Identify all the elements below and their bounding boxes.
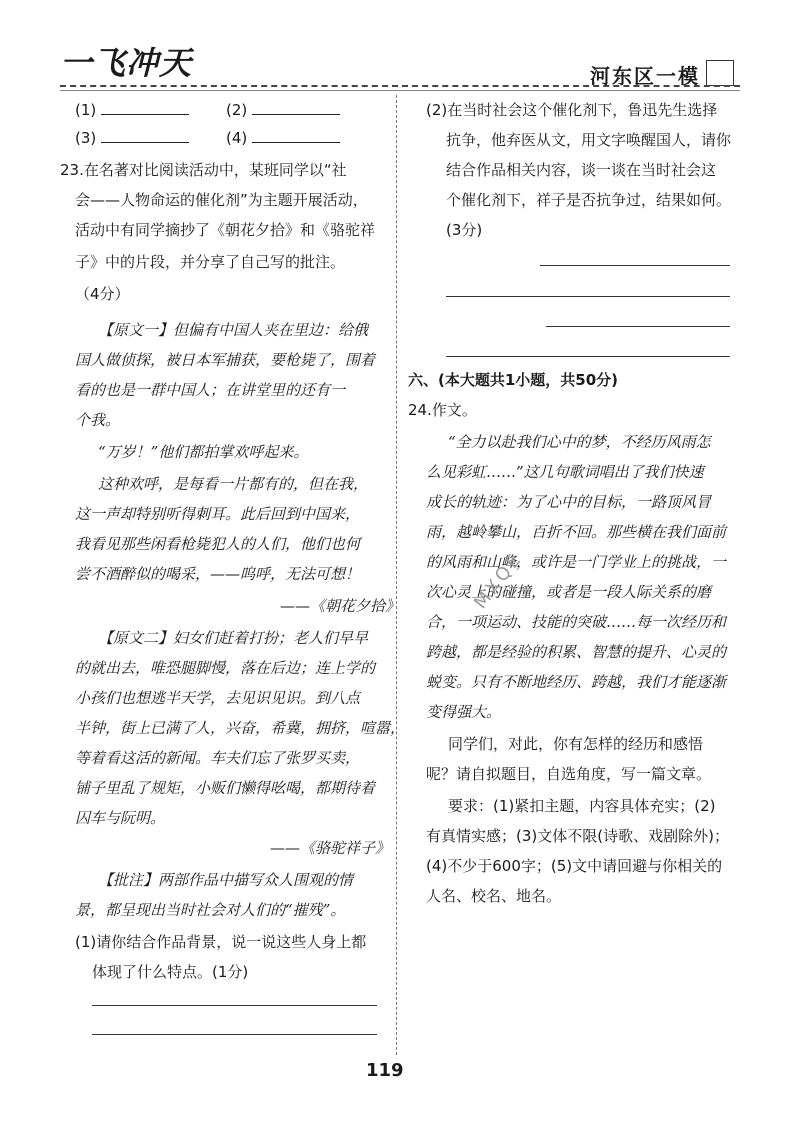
page-number: 119: [366, 1060, 404, 1081]
answer-line: [546, 326, 730, 327]
original-text-1-line: 看的也是一群中国人；在讲堂里的还有一: [75, 381, 346, 399]
answer-line: [540, 265, 730, 266]
original-text-1-line: 我看见那些闲看枪毙犯人的人们，他们也何: [75, 535, 361, 553]
column-divider: [396, 95, 397, 1055]
original-text-1-line: 尝不酒醉似的喝采，——呜呼，无法可想！: [75, 565, 361, 583]
source-chaohuaxishi: ——《朝花夕拾》: [280, 597, 401, 615]
watermark-stamp: MXQE: [470, 548, 527, 613]
question-23-line: 子》中的片段，并分享了自己写的批注。: [75, 253, 346, 271]
answer-blank-1: (1): [75, 98, 189, 122]
essay-requirement-line: (4)不少于600字；(5)文中请回避与你相关的: [426, 857, 723, 875]
answer-line: [446, 296, 730, 297]
corner-mark: [706, 60, 734, 86]
essay-task-line: 同学们，对此，你有怎样的经历和感悟: [448, 735, 704, 753]
sub-question-1: 体现了什么特点。(1分): [92, 963, 249, 981]
answer-line: [446, 356, 730, 357]
answer-line: [92, 1034, 377, 1035]
original-text-2-line: 【原文二】妇女们赶着打扮；老人们早早: [98, 629, 369, 647]
essay-prompt-line: 么见彩虹……”这几句歌词唱出了我们快速: [426, 463, 704, 481]
essay-prompt-line: 跨越，都是经验的积累、智慧的提升、心灵的: [426, 643, 727, 661]
header-divider: [60, 85, 740, 87]
answer-line: [92, 1005, 377, 1006]
essay-prompt-line: 雨，越岭攀山，百折不回。那些横在我们面前: [426, 523, 727, 541]
brand-logo: 一飞冲天: [60, 44, 193, 82]
answer-blank-2: (2): [226, 98, 340, 122]
sub-question-1: (1)请你结合作品背景，说一说这些人身上都: [75, 933, 367, 951]
original-text-2-line: 囚车与阮明。: [75, 809, 166, 827]
essay-prompt-line: 成长的轨迹：为了心中的目标，一路顶风冒: [426, 493, 712, 511]
sub-question-2: (2)在当时社会这个催化剂下，鲁迅先生选择: [426, 101, 718, 119]
sub-question-2: 个催化剂下，祥子是否抗争过，结果如何。: [446, 191, 732, 209]
original-text-1-line: 这种欢呼，是每看一片都有的，但在我，: [98, 475, 369, 493]
original-text-1-line: 国人做侦探，被日本军捕获，要枪毙了，围着: [75, 351, 376, 369]
answer-blank-3: (3): [75, 126, 189, 150]
original-text-2-line: 铺子里乱了规矩，小贩们懒得吆喝，都期待着: [75, 779, 376, 797]
question-23-line: 活动中有同学摘抄了《朝花夕拾》和《骆驼祥: [75, 221, 376, 239]
essay-prompt-line: 变得强大。: [426, 703, 502, 721]
exam-region-label: 河东区一模: [590, 64, 700, 88]
sub-question-2: 结合作品相关内容，谈一谈在当时社会这: [446, 161, 717, 179]
original-text-2-line: 小孩们也想逃半天学，去见识见识。到八点: [75, 689, 361, 707]
sub-question-2: 抗争，他弃医从文，用文字唤醒国人，请你: [446, 131, 732, 149]
question-23-score: （4分）: [75, 285, 130, 303]
question-24-title: 24.作文。: [408, 401, 477, 419]
essay-task-line: 呢？请自拟题目，自选角度，写一篇文章。: [426, 765, 712, 783]
essay-prompt-line: 的风雨和山峰，或许是一门学业上的挑战，一: [426, 553, 727, 571]
header-divider-solid: [60, 90, 740, 91]
essay-prompt-line: “全力以赴我们心中的梦，不经历风雨怎: [448, 433, 711, 451]
original-text-2-line: 的就出去，唯恐腿脚慢，落在后边；连上学的: [75, 659, 376, 677]
original-text-1-line: 个我。: [75, 411, 121, 429]
original-text-2-line: 等着看这活的新闻。车夫们忘了张罗买卖，: [75, 749, 361, 767]
annotation-line: 【批注】两部作品中描写众人围观的情: [98, 871, 354, 889]
source-luotuoxiangzi: ——《骆驼祥子》: [270, 839, 391, 857]
essay-requirement-line: 要求：(1)紧扣主题，内容具体充实；(2): [448, 797, 716, 815]
annotation-line: 景，都呈现出当时社会对人们的“摧残”。: [75, 901, 346, 919]
original-text-1-line: 这一声却特别听得刺耳。此后回到中国来，: [75, 505, 361, 523]
essay-requirement-line: 有真情实感；(3)文体不限(诗歌、戏剧除外)；: [426, 827, 729, 845]
answer-blank-4: (4): [226, 126, 340, 150]
section-heading: 六、(本大题共1小题，共50分): [408, 371, 619, 389]
original-text-1-line: “万岁！”他们都拍掌欢呼起来。: [98, 443, 309, 461]
essay-prompt-line: 蜕变。只有不断地经历、跨越，我们才能逐渐: [426, 673, 727, 691]
question-23-line: 会——人物命运的催化剂”为主题开展活动，: [75, 191, 368, 209]
question-23-line: 23.在名著对比阅读活动中，某班同学以“社: [60, 161, 347, 179]
original-text-2-line: 半钟，街上已满了人，兴奋，希冀，拥挤，喧嚣，: [75, 719, 406, 737]
sub-question-2-score: (3分): [446, 221, 483, 239]
essay-prompt-line: 次心灵上的碰撞，或者是一段人际关系的磨: [426, 583, 712, 601]
original-text-1-line: 【原文一】但偏有中国人夹在里边：给俄: [98, 321, 369, 339]
essay-prompt-line: 合，一项运动、技能的突破……每一次经历和: [426, 613, 727, 631]
essay-requirement-line: 人名、校名、地名。: [426, 887, 562, 905]
